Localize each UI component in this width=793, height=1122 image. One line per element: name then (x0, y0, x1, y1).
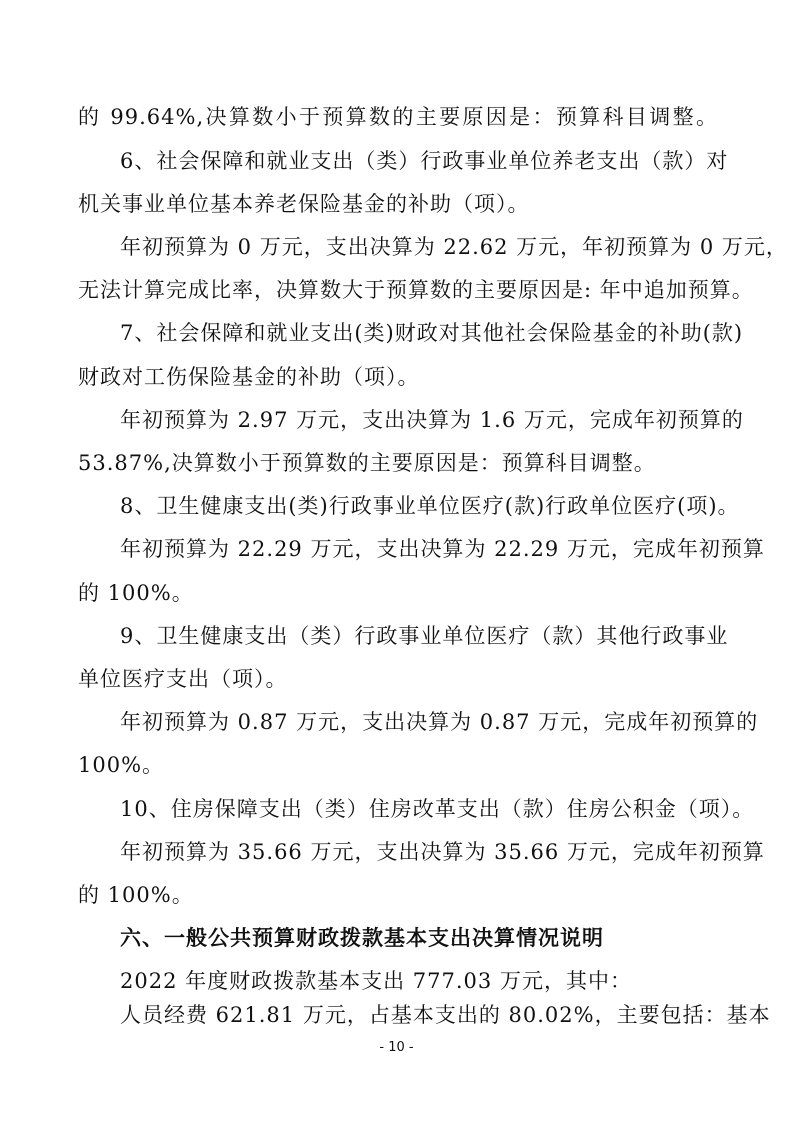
text-line: 53.87%,决算数小于预算数的主要原因是：预算科目调整。 (78, 451, 656, 475)
text-line: 的 100%。 (78, 581, 194, 605)
text-line: 6、社会保障和就业支出（类）行政事业单位养老支出（款）对 (120, 149, 729, 173)
text-line: 年初预算为 0 万元，支出决算为 22.62 万元，年初预算为 0 万元， (120, 235, 788, 259)
text-line: 的 100%。 (78, 883, 194, 907)
page-number: - 10 - (379, 1040, 414, 1055)
text-line: 的 99.64%,决算数小于预算数的主要原因是：预算科目调整。 (78, 105, 718, 129)
text-line: 9、卫生健康支出（类）行政事业单位医疗（款）其他行政事业 (120, 624, 729, 648)
text-line: 8、卫生健康支出(类)行政事业单位医疗(款)行政单位医疗(项)。 (120, 494, 740, 518)
text-line: 机关事业单位基本养老保险基金的补助（项）。 (78, 192, 530, 216)
text-line: 单位医疗支出（项）。 (78, 667, 288, 691)
text-line: 年初预算为 22.29 万元，支出决算为 22.29 万元，完成年初预算 (120, 537, 765, 561)
text-line: 7、社会保障和就业支出(类)财政对其他社会保险基金的补助(款) (120, 321, 744, 345)
text-line: 10、住房保障支出（类）住房改革支出（款）住房公积金（项）。 (120, 797, 755, 821)
section-heading: 六、一般公共预算财政拨款基本支出决算情况说明 (120, 926, 604, 950)
text-line: 无法计算完成比率，决算数大于预算数的主要原因是: 年中追加预算。 (78, 278, 754, 302)
text-line: 年初预算为 2.97 万元，支出决算为 1.6 万元，完成年初预算的 (120, 408, 744, 432)
text-line: 100%。 (78, 753, 165, 777)
text-line: 年初预算为 0.87 万元，支出决算为 0.87 万元，完成年初预算的 (120, 710, 759, 734)
text-line: 年初预算为 35.66 万元，支出决算为 35.66 万元，完成年初预算 (120, 840, 765, 864)
text-line: 财政对工伤保险基金的补助（项）。 (78, 365, 420, 389)
text-line: 人员经费 621.81 万元，占基本支出的 80.02%，主要包括：基本 (120, 1003, 771, 1027)
text-line: 2022 年度财政拨款基本支出 777.03 万元，其中： (120, 969, 632, 993)
